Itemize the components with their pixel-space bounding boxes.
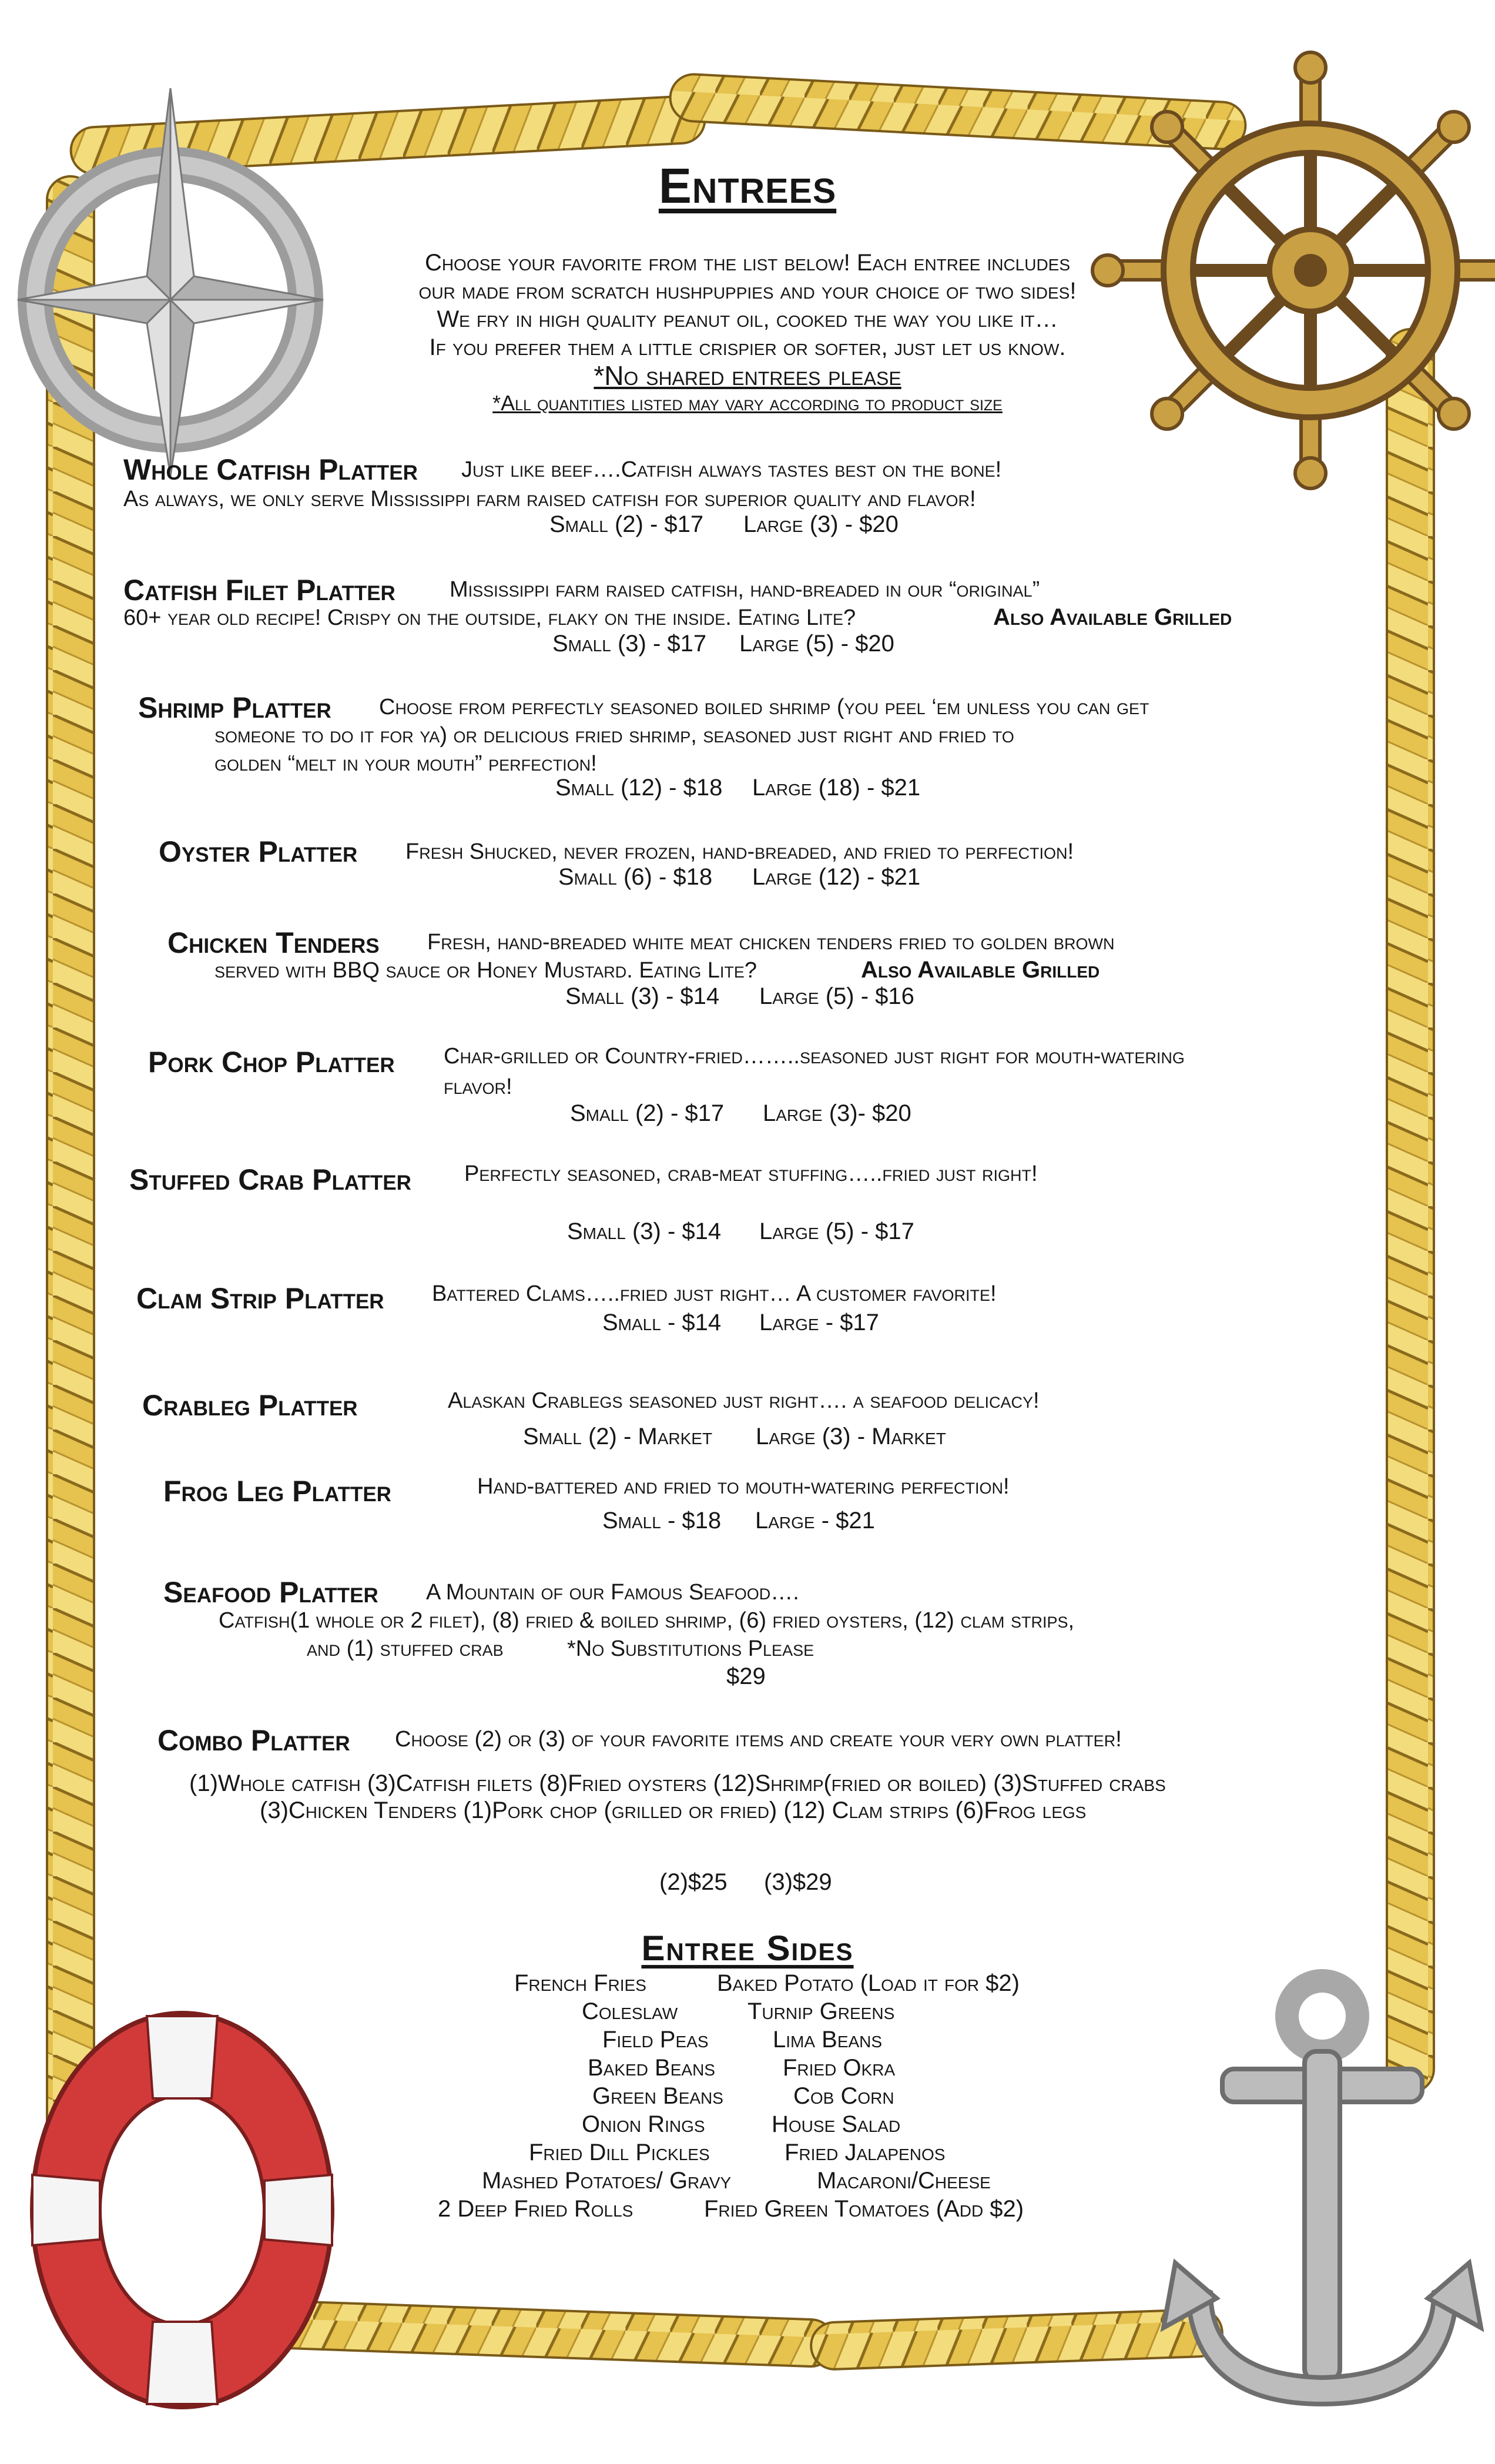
life-ring-icon [32,2013,332,2407]
rope-bottom [246,2300,1223,2371]
side-item: Green Beans [592,2083,723,2109]
item-description: Perfectly seasoned, crab-meat stuffing…..fried just right! [464,1161,1038,1186]
price-small: Small - $14 [602,1310,722,1335]
side-item: Cob Corn [793,2083,894,2109]
price-large: Large (3) - $20 [743,511,899,537]
item-description: As always, we only serve Mississippi farm raised catfish for superior quality and flavor! [123,487,976,511]
grilled-option: Also Available Grilled [993,604,1232,630]
item-name: Whole Catfish Platter [123,453,418,486]
price-large: Large (3) - Market [756,1424,946,1449]
side-item: Lima Beans [773,2027,883,2053]
item-name: Chicken Tenders [167,926,380,959]
item-name: Stuffed Crab Platter [129,1163,411,1196]
item-description: Alaskan Crablegs seasoned just right…. a seafood delicacy! [448,1388,1040,1413]
price-large: Large - $17 [759,1310,879,1335]
side-item: Mashed Potatoes/ Gravy [482,2168,732,2194]
item-description: Fresh Shucked, never frozen, hand-breaded, and fried to perfection! [405,839,1074,864]
item-name: Pork Chop Platter [148,1046,395,1079]
item-name: Catfish Filet Platter [123,574,395,607]
item-name: Combo Platter [157,1724,350,1757]
price-large: Large - $21 [755,1508,875,1534]
item-description: Mississippi farm raised catfish, hand-breaded in our “original” [450,577,1040,602]
intro-line-2: our made from scratch hushpuppies and your choice of two sides! [418,278,1077,304]
item-name: Frog Leg Platter [163,1475,391,1508]
price-large: Large (3)- $20 [763,1100,911,1126]
price-combo-2: (2)$25 [659,1869,728,1895]
side-item: Macaroni/Cheese [817,2168,991,2194]
combo-options: (1)Whole catfish (3)Catfish filets (8)Fried oysters (12)Shrimp(fried or boiled) (3)Stuffed crabs [189,1770,1166,1796]
intro-line-4: If you prefer them a little crispier or softer, just let us know. [429,334,1066,360]
price-small: Small (2) - Market [523,1424,713,1449]
price-small: Small (3) - $14 [565,983,720,1009]
price-small: Small (3) - $17 [552,631,707,657]
intro-line-1: Choose your favorite from the list below! Each entree includes [424,250,1071,276]
price-platter: $29 [726,1663,766,1689]
price-large: Large (5) - $17 [759,1218,914,1244]
price-small: Small (3) - $14 [567,1218,722,1244]
side-item: Field Peas [602,2027,709,2053]
item-description: and (1) stuffed crab [307,1636,504,1661]
price-large: Large (5) - $16 [759,983,914,1009]
item-name: Shrimp Platter [138,691,331,724]
price-small: Small (2) - $17 [570,1100,725,1126]
price-small: Small (6) - $18 [558,864,713,890]
quantity-disclaimer: *All quantities listed may vary according to product size [492,391,1003,415]
no-substitutions-note: *No Substitutions Please [567,1636,814,1661]
side-item: 2 Deep Fried Rolls [438,2196,633,2222]
sides-title: Entree Sides [641,1929,854,1968]
item-description: golden “melt in your mouth” perfection! [214,751,597,776]
no-shared-notice: *No shared entrees please [594,360,901,391]
price-small: Small (12) - $18 [555,775,723,801]
price-large: Large (5) - $20 [739,631,894,657]
item-name: Seafood Platter [163,1576,378,1609]
item-name: Oyster Platter [159,835,358,868]
item-description: Just like beef….Catfish always tastes best on the bone! [461,457,1002,482]
item-description: Catfish(1 whole or 2 filet), (8) fried & boiled shrimp, (6) fried oysters, (12) clam strips, [219,1608,1075,1633]
grilled-option: Also Available Grilled [861,957,1100,983]
rope-left [47,176,94,2292]
side-item: Fried Jalapenos [785,2140,946,2165]
side-item: House Salad [772,2111,901,2137]
page-title: Entrees [658,158,837,213]
side-item: Baked Beans [588,2055,715,2081]
item-name: Clam Strip Platter [136,1282,384,1315]
side-item: Fried Dill Pickles [529,2140,710,2165]
price-small: Small - $18 [602,1508,722,1534]
item-description: Char-grilled or Country-fried……..seasoned just right for mouth-watering [444,1044,1185,1069]
item-description: A Mountain of our Famous Seafood…. [426,1580,799,1605]
item-description: Choose (2) or (3) of your favorite items and create your very own platter! [395,1727,1122,1752]
price-large: Large (12) - $21 [752,864,921,890]
item-description: flavor! [444,1074,512,1099]
side-item: Coleslaw [582,1998,678,2024]
rope-right [1387,329,1434,2093]
item-description: Fresh, hand-breaded white meat chicken tenders fried to golden brown [427,930,1115,955]
side-item: Fried Okra [783,2055,896,2081]
combo-options: (3)Chicken Tenders (1)Pork chop (grilled or fried) (12) Clam strips (6)Frog legs [260,1797,1087,1823]
item-description: Choose from perfectly seasoned boiled shrimp (you peel ‘em unless you can get [379,695,1149,719]
item-description: Battered Clams…..fried just right… A customer favorite! [432,1281,997,1306]
item-description: someone to do it for ya) or delicious fried shrimp, seasoned just right and fried to [214,723,1014,748]
side-item: French Fries [514,1970,646,1996]
item-description: Hand-battered and fried to mouth-watering perfection! [477,1474,1010,1499]
intro-line-3: We fry in high quality peanut oil, cooked the way you like it… [437,306,1058,332]
item-name: Crableg Platter [142,1389,358,1422]
item-description: served with BBQ sauce or Honey Mustard. Eating Lite? [214,958,757,983]
price-combo-3: (3)$29 [764,1869,832,1895]
price-small: Small (2) - $17 [549,511,704,537]
item-description: 60+ year old recipe! Crispy on the outside, flaky on the inside. Eating Lite? [123,605,856,630]
side-item: Turnip Greens [748,1998,895,2024]
side-item: Baked Potato (Load it for $2) [717,1970,1020,1996]
price-large: Large (18) - $21 [752,775,921,801]
side-item: Onion Rings [582,2111,705,2137]
side-item: Fried Green Tomatoes (Add $2) [704,2196,1024,2222]
